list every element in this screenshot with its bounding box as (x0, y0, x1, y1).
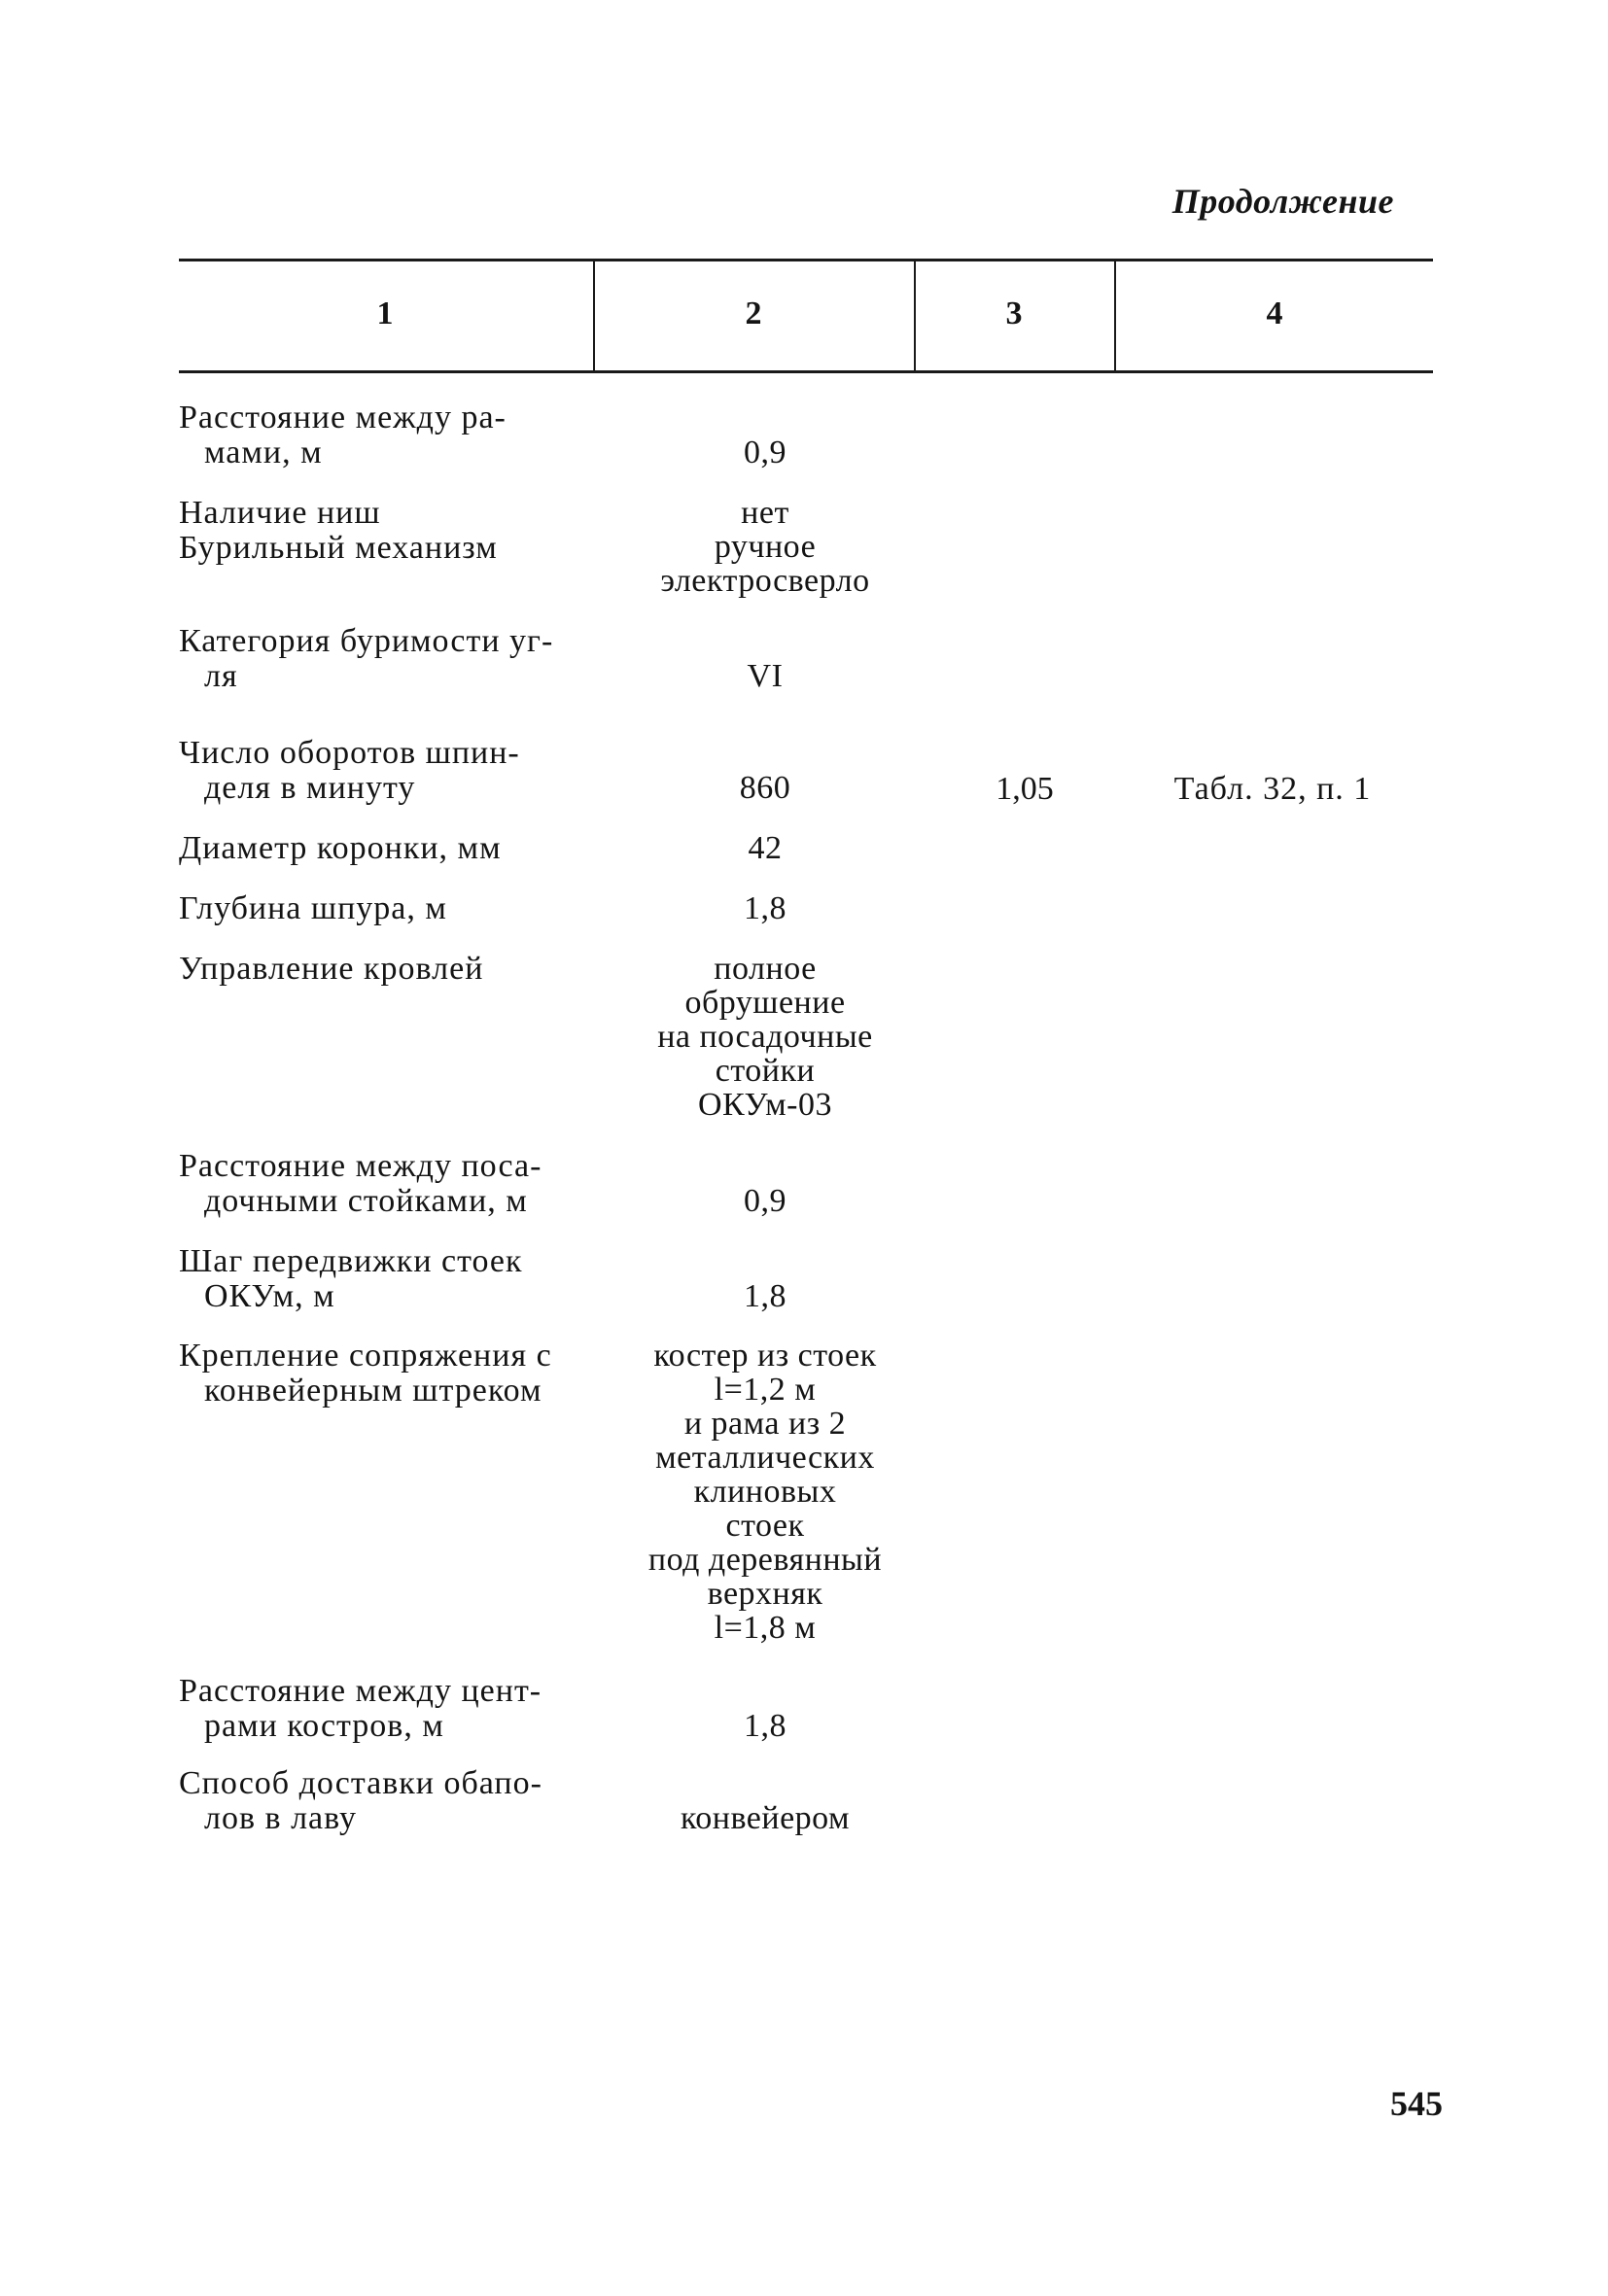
parameter-line: Расстояние между ра- (179, 400, 507, 435)
value-line: l=1,2 м (714, 1372, 817, 1408)
value-line: обрушение (684, 985, 846, 1021)
parameter-line: Шаг передвижки стоек (179, 1243, 523, 1279)
value-cell (605, 1801, 926, 1835)
coefficient-cell: 1,05 (996, 771, 1054, 807)
parameter-cell (179, 624, 597, 694)
value-line: и рама из 2 (683, 1406, 847, 1442)
value-line: 860 (739, 770, 791, 806)
value-line: VI (747, 658, 784, 694)
column-header-4: 4 (1266, 296, 1283, 331)
value-line: 1,8 (744, 1278, 787, 1314)
parameter-line: Число оборотов шпин- (179, 735, 520, 771)
value-cell (605, 891, 926, 925)
parameter-cell (179, 831, 597, 866)
value-cell (605, 1184, 926, 1218)
value-line: костер из стоек (653, 1338, 877, 1374)
parameter-line: деля в минуту (204, 770, 416, 806)
parameter-cell (179, 1244, 597, 1314)
parameter-cell (179, 400, 597, 470)
parameter-line: Диаметр коронки, мм (179, 830, 502, 866)
value-cell (605, 659, 926, 693)
parameter-cell (179, 1339, 597, 1409)
table-header-rule (179, 370, 1433, 373)
value-cell (605, 1339, 926, 1645)
value-line: клиновых (693, 1474, 837, 1510)
value-line: 42 (748, 830, 783, 866)
value-line: стоек (725, 1508, 805, 1544)
parameter-line: рами костров, м (204, 1708, 444, 1744)
value-line: ОКУм-03 (698, 1087, 832, 1123)
parameter-line: Управление кровлей (179, 951, 484, 987)
value-cell (605, 496, 926, 598)
continuation-label: Продолжение (1171, 182, 1394, 221)
column-header-3: 3 (1005, 296, 1023, 331)
parameter-line: Крепление сопряжения с (179, 1338, 552, 1374)
value-line: нет (741, 495, 789, 531)
value-cell (605, 1279, 926, 1313)
parameter-cell (179, 496, 597, 566)
parameter-line: Глубина шпура, м (179, 890, 447, 926)
parameter-cell (179, 1674, 597, 1744)
value-line: ручное (714, 529, 817, 565)
parameter-line: Расстояние между поса- (179, 1148, 542, 1184)
value-line: металлических (655, 1440, 875, 1476)
value-cell (605, 435, 926, 470)
parameter-cell (179, 952, 597, 987)
column-header-1: 1 (376, 296, 394, 331)
parameter-line: Бурильный механизм (179, 530, 498, 566)
parameter-cell (179, 1149, 597, 1219)
value-line: 1,8 (744, 890, 787, 926)
parameter-line: лов в лаву (204, 1800, 358, 1836)
value-line: 1,8 (744, 1708, 787, 1744)
value-line: 0,9 (744, 1183, 787, 1219)
parameter-line: конвейерным штреком (204, 1373, 542, 1409)
parameter-cell (179, 891, 597, 926)
parameter-line: Способ доставки обапо- (179, 1765, 542, 1801)
value-line: стойки (715, 1053, 816, 1089)
value-line: 0,9 (744, 435, 787, 470)
value-line: верхняк (707, 1576, 823, 1612)
value-cell (605, 831, 926, 865)
parameter-line: Расстояние между цент- (179, 1673, 542, 1709)
parameter-cell (179, 1766, 597, 1836)
parameter-line: дочными стойками, м (204, 1183, 528, 1219)
parameter-line: мами, м (204, 435, 323, 470)
source-cell: Табл. 32, п. 1 (1173, 771, 1372, 807)
parameter-line: Наличие ниш (179, 495, 381, 531)
page-number: 545 (1390, 2084, 1443, 2123)
column-header-2: 2 (745, 296, 762, 331)
table-top-rule (179, 259, 1433, 261)
value-line: на посадочные (657, 1019, 873, 1055)
parameter-line: ля (204, 658, 238, 694)
value-line: полное (714, 951, 817, 987)
value-cell (605, 952, 926, 1122)
value-line: конвейером (680, 1800, 851, 1836)
value-cell (605, 1709, 926, 1743)
parameter-line: ОКУм, м (204, 1278, 335, 1314)
value-line: электросверло (660, 563, 870, 599)
value-cell (605, 771, 926, 805)
value-line: l=1,8 м (714, 1610, 817, 1646)
value-line: под деревянный (647, 1542, 883, 1578)
parameter-line: Категория буримости уг- (179, 623, 554, 659)
parameter-cell (179, 736, 597, 806)
